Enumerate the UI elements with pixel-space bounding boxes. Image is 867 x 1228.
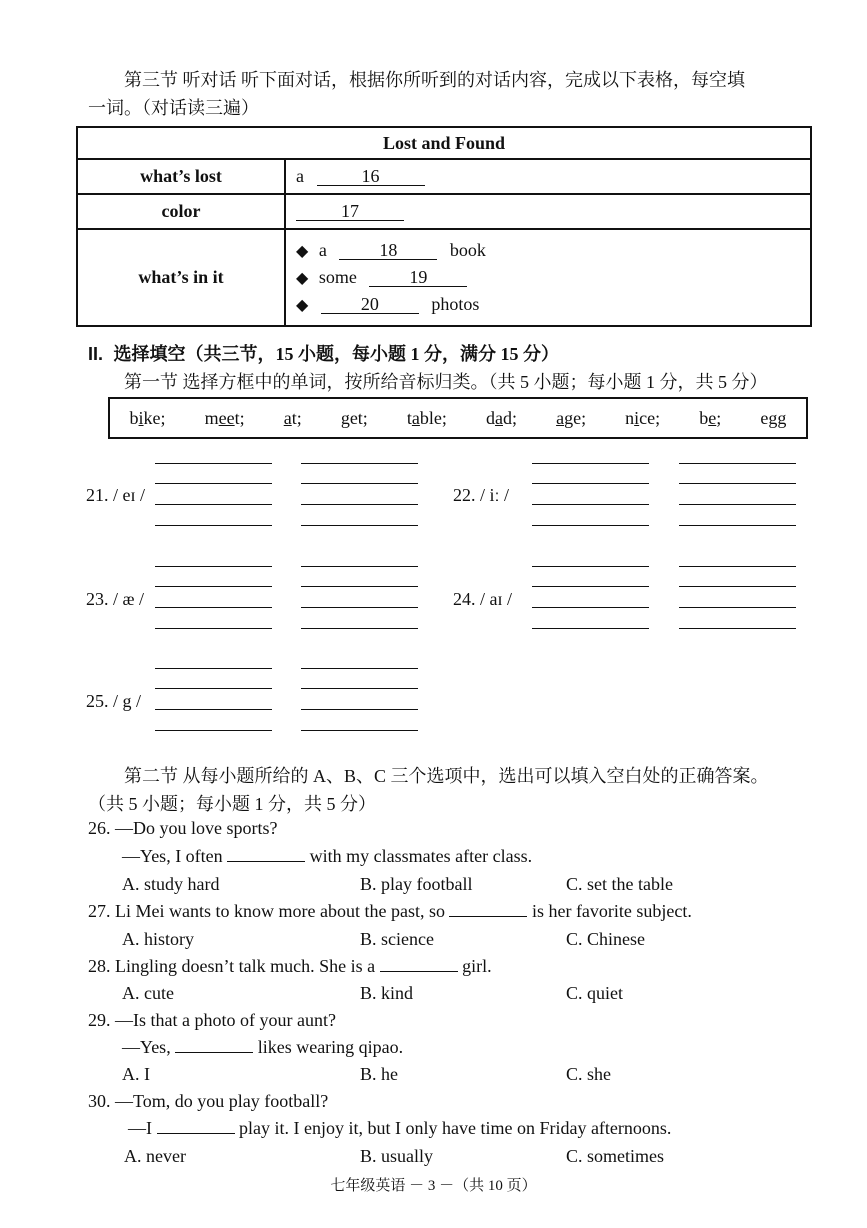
answer-line[interactable]: [301, 483, 418, 484]
answer-line[interactable]: [155, 730, 272, 731]
prefix-text: some: [318, 267, 357, 287]
answer-line[interactable]: [155, 688, 272, 689]
question-28-option-b[interactable]: B. kind: [360, 983, 414, 1003]
answer-line[interactable]: [532, 566, 649, 567]
answer-blank-17[interactable]: 17: [296, 202, 404, 221]
phonetic-label-22: 22. / iː /: [453, 485, 510, 505]
row-label-color: color: [77, 194, 285, 229]
word-be: be;: [699, 407, 722, 428]
suffix-text: photos: [431, 294, 480, 314]
answer-line[interactable]: [155, 668, 272, 669]
word-age: age;: [556, 407, 587, 428]
question-26-option-c[interactable]: C. set the table: [566, 874, 673, 894]
question-26-option-b[interactable]: B. play football: [360, 874, 473, 894]
answer-line[interactable]: [532, 463, 649, 464]
question-30-prompt: 30. —Tom, do you play football?: [88, 1091, 329, 1111]
list-item: [296, 291, 810, 318]
bullet-diamond-icon: ◆: [296, 297, 309, 314]
list-item: [296, 264, 810, 291]
answer-line[interactable]: [301, 586, 418, 587]
answer-blank-19[interactable]: 19: [369, 268, 467, 287]
question-30-option-b[interactable]: B. usually: [360, 1146, 434, 1166]
answer-line[interactable]: [679, 586, 796, 587]
answer-line[interactable]: [301, 607, 418, 608]
answer-line[interactable]: [155, 607, 272, 608]
answer-line[interactable]: [301, 688, 418, 689]
answer-line[interactable]: [155, 566, 272, 567]
answer-line[interactable]: [301, 525, 418, 526]
answer-line[interactable]: [155, 483, 272, 484]
word-dad: dad;: [485, 407, 517, 428]
question-26-line2: —Yes, I often with my classmates after class.: [122, 846, 533, 866]
section3-intro: [88, 66, 818, 122]
answer-line[interactable]: [155, 463, 272, 464]
section2-intro: [88, 762, 818, 818]
word-meet: meet;: [204, 407, 245, 428]
answer-line[interactable]: [679, 504, 796, 505]
section1-title: 第一节 选择方框中的单词，按所给音标归类。（共 5 小题；每小题 1 分，共 5 分）: [124, 372, 768, 392]
answer-blank-26[interactable]: [227, 847, 305, 862]
answer-line[interactable]: [532, 525, 649, 526]
answer-line[interactable]: [532, 607, 649, 608]
answer-line[interactable]: [301, 463, 418, 464]
answer-line[interactable]: [155, 586, 272, 587]
question-28-prompt: 28. Lingling doesn’t talk much. She is a girl.: [88, 956, 492, 976]
part2-roman: II.: [88, 344, 104, 364]
question-27-option-b[interactable]: B. science: [360, 929, 434, 949]
answer-line[interactable]: [532, 628, 649, 629]
list-item: [296, 237, 810, 264]
question-29-option-b[interactable]: B. he: [360, 1064, 398, 1084]
question-29-line2: —Yes, likes wearing qipao.: [122, 1037, 404, 1057]
answer-blank-27[interactable]: [449, 902, 527, 917]
question-30-option-a[interactable]: A. never: [124, 1146, 186, 1166]
prefix-text: a: [296, 166, 304, 186]
word-table: table;: [406, 407, 447, 428]
answer-line[interactable]: [155, 628, 272, 629]
page-footer: 七年级英语 － 3 －（共 10 页）: [330, 1178, 537, 1194]
row-value-color: [285, 194, 811, 229]
table-title: Lost and Found: [77, 127, 811, 159]
phonetic-label-23: 23. / æ /: [86, 589, 145, 609]
question-29-option-a[interactable]: A. I: [122, 1064, 150, 1084]
word-box: [108, 397, 808, 439]
answer-line[interactable]: [301, 628, 418, 629]
phonetic-label-24: 24. / aɪ /: [453, 589, 512, 609]
answer-line[interactable]: [301, 730, 418, 731]
answer-blank-28[interactable]: [380, 957, 458, 972]
bullet-diamond-icon: ◆: [296, 243, 309, 260]
answer-line[interactable]: [532, 586, 649, 587]
answer-blank-29[interactable]: [175, 1038, 253, 1053]
answer-line[interactable]: [532, 483, 649, 484]
suffix-text: book: [449, 240, 486, 260]
answer-line[interactable]: [155, 525, 272, 526]
phonetic-label-21: 21. / eɪ /: [86, 485, 145, 505]
question-28-option-a[interactable]: A. cute: [122, 983, 174, 1003]
answer-line[interactable]: [679, 628, 796, 629]
question-29-prompt: 29. —Is that a photo of your aunt?: [88, 1010, 336, 1030]
answer-line[interactable]: [155, 504, 272, 505]
answer-line[interactable]: [532, 504, 649, 505]
answer-line[interactable]: [679, 525, 796, 526]
section2-intro-line2: （共 5 小题；每小题 1 分，共 5 分）: [88, 794, 376, 814]
question-27-option-a[interactable]: A. history: [122, 929, 194, 949]
answer-blank-18[interactable]: 18: [339, 241, 437, 260]
row-label-whats-lost: what’s lost: [77, 159, 285, 194]
question-30-option-c[interactable]: C. sometimes: [566, 1146, 664, 1166]
word-get: get;: [340, 407, 368, 428]
word-at: at;: [283, 407, 302, 428]
row-label-whats-in-it: what’s in it: [77, 229, 285, 326]
question-30-line2: —I play it. I enjoy it, but I only have time on Friday afternoons.: [128, 1118, 672, 1138]
answer-line[interactable]: [679, 607, 796, 608]
answer-blank-20[interactable]: 20: [321, 295, 419, 314]
part2-title: 选择填空（共三节，15 小题，每小题 1 分，满分 15 分）: [113, 344, 560, 364]
phonetic-label-25: 25. / g /: [86, 691, 142, 711]
question-27-option-c[interactable]: C. Chinese: [566, 929, 645, 949]
answer-line[interactable]: [301, 504, 418, 505]
question-27-prompt: 27. Li Mei wants to know more about the past, so is her favorite subject.: [88, 901, 692, 921]
answer-line[interactable]: [301, 709, 418, 710]
answer-blank-16[interactable]: 16: [317, 167, 425, 186]
word-egg: egg: [760, 407, 787, 428]
part2-heading: [88, 340, 559, 366]
answer-blank-30[interactable]: [157, 1119, 235, 1134]
word-bike: bike;: [129, 407, 166, 428]
section2-intro-line1: 第二节 从每小题所给的 A、B、C 三个选项中，选出可以填入空白处的正确答案。: [124, 766, 769, 786]
question-26-prompt: 26. —Do you love sports?: [88, 818, 278, 838]
prefix-text: a: [318, 240, 327, 260]
question-28-option-c[interactable]: C. quiet: [566, 983, 623, 1003]
lost-and-found-table: [76, 126, 812, 327]
section3-intro-line2: 一词。（对话读三遍）: [88, 98, 259, 118]
question-26-option-a[interactable]: A. study hard: [122, 874, 220, 894]
section3-intro-line1: 第三节 听对话 听下面对话，根据你所听到的对话内容，完成以下表格，每空填: [124, 70, 745, 90]
row-value-whats-in-it: [285, 229, 811, 326]
question-29-option-c[interactable]: C. she: [566, 1064, 611, 1084]
answer-line[interactable]: [679, 566, 796, 567]
answer-line[interactable]: [679, 463, 796, 464]
row-value-whats-lost: [285, 159, 811, 194]
word-nice: nice;: [625, 407, 661, 428]
answer-line[interactable]: [679, 483, 796, 484]
answer-line[interactable]: [301, 668, 418, 669]
answer-line[interactable]: [301, 566, 418, 567]
bullet-diamond-icon: ◆: [296, 270, 309, 287]
answer-line[interactable]: [155, 709, 272, 710]
